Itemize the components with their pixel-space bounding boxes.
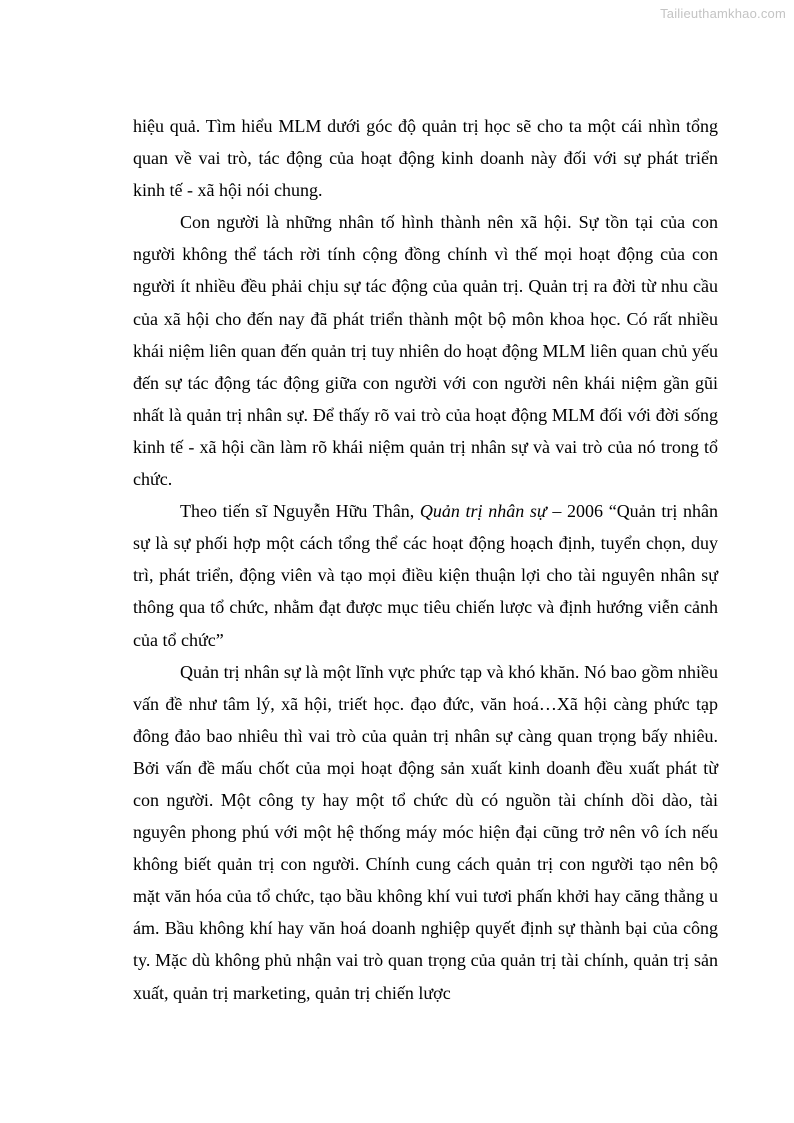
book-title: Quản trị nhân sự: [419, 501, 547, 522]
document-body: [133, 110, 718, 1009]
watermark-text: Tailieuthamkhao.com: [660, 6, 786, 21]
paragraph-3-quote: – 2006 “Quản trị nhân sự là sự phối hợp một cách tổng thể các hoạt động hoạch định, tuyển chọn, duy trì, phát triển, động viên và tạo mọi điều kiện thuận lợi cho tài nguyên nhân sự thông qua tổ chức, nhằm đạt được mục tiêu chiến lược và định hướng viễn cảnh của tổ chức”: [133, 501, 718, 650]
paragraph-1: hiệu quả. Tìm hiểu MLM dưới góc độ quản trị học sẽ cho ta một cái nhìn tổng quan về vai trò, tác động của hoạt động kinh doanh này đối với sự phát triển kinh tế - xã hội nói chung.: [133, 116, 718, 201]
paragraph-2: Con người là những nhân tố hình thành nên xã hội. Sự tồn tại của con người không thể tách rời tính cộng đồng chính vì thế mọi hoạt động của con người ít nhiều đều phải chịu sự tác động của quản trị. Quản trị ra đời từ nhu cầu của xã hội cho đến nay đã phát triển thành một bộ môn khoa học. Có rất nhiều khái niệm liên quan đến quản trị tuy nhiên do hoạt động MLM liên quan chủ yếu đến sự tác động tác động giữa con người với con người nên khái niệm gần gũi nhất là quản trị nhân sự. Để thấy rõ vai trò của hoạt động MLM đối với đời sống kinh tế - xã hội cần làm rõ khái niệm quản trị nhân sự và vai trò của nó trong tổ chức.: [133, 212, 718, 490]
paragraph-3-lead: Theo tiến sĩ Nguyễn Hữu Thân,: [180, 501, 420, 522]
paragraph-3: [133, 495, 718, 655]
paragraph-4: Quản trị nhân sự là một lĩnh vực phức tạp và khó khăn. Nó bao gồm nhiều vấn đề như tâm lý, xã hội, triết học. đạo đức, văn hoá…Xã hội càng phức tạp đông đảo bao nhiêu thì vai trò của quản trị nhân sự càng quan trọng bấy nhiêu. Bởi vấn đề mấu chốt của mọi hoạt động sản xuất kinh doanh đều xuất phát từ con người. Một công ty hay một tổ chức dù có nguồn tài chính dồi dào, tài nguyên phong phú với một hệ thống máy móc hiện đại cũng trở nên vô ích nếu không biết quản trị con người. Chính cung cách quản trị con người tạo nên bộ mặt văn hóa của tổ chức, tạo bầu không khí vui tươi phấn khởi hay căng thẳng u ám. Bầu không khí hay văn hoá doanh nghiệp quyết định sự thành bại của công ty. Mặc dù không phủ nhận vai trò quan trọng của quản trị tài chính, quản trị sản xuất, quản trị marketing, quản trị chiến lược: [133, 661, 718, 1003]
